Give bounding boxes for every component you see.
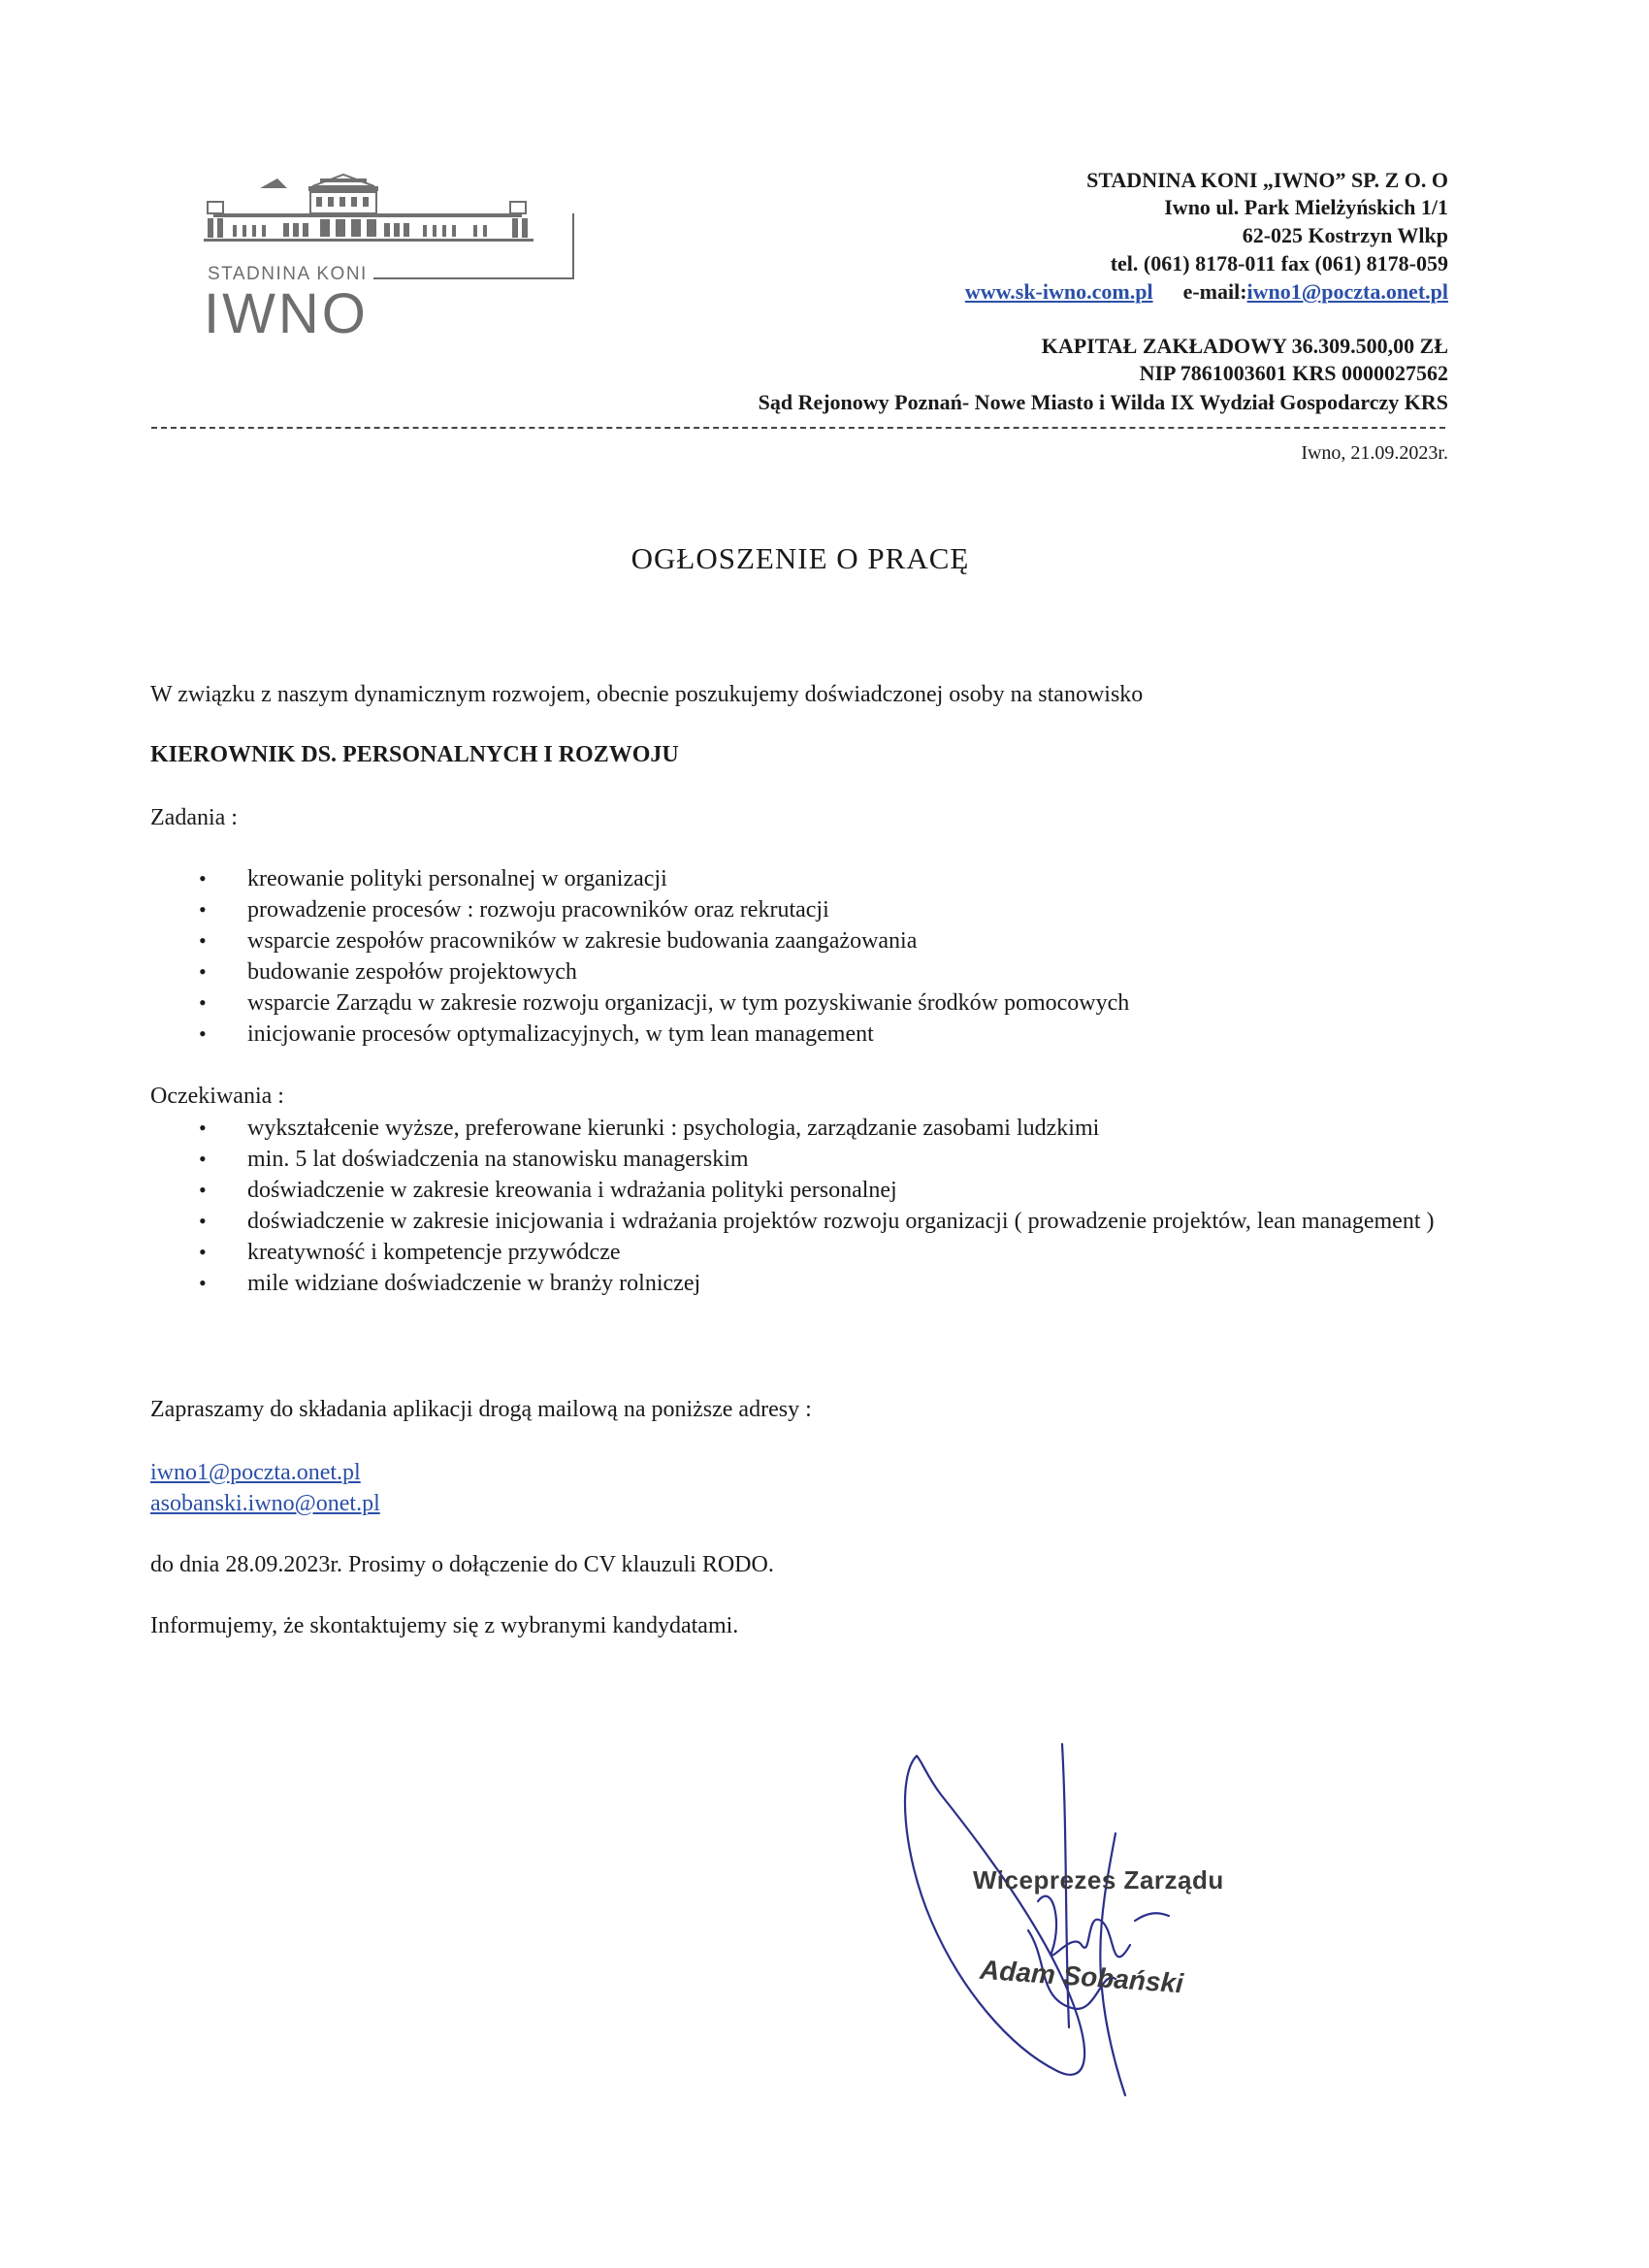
handwritten-signature bbox=[892, 1736, 1212, 2124]
contact-emails bbox=[150, 1457, 380, 1519]
list-item: • kreowanie polityki personalnej w organizacji bbox=[150, 863, 1450, 894]
expectations-label: Oczekiwania : bbox=[150, 1084, 284, 1109]
signatory-name: Adam Sobański bbox=[979, 1954, 1184, 1999]
logo-caption: STADNINA KONI bbox=[208, 264, 368, 284]
logo-wordmark: IWNO bbox=[204, 282, 369, 345]
list-item: • prowadzenie procesów : rozwoju pracowników oraz rekrutacji bbox=[150, 894, 1450, 925]
document-title: OGŁOSZENIE O PRACĘ bbox=[630, 541, 970, 575]
list-item: • wykształcenie wyższe, preferowane kierunki : psychologia, zarządzanie zasobami ludzkimi bbox=[150, 1113, 1450, 1144]
tasks-list bbox=[150, 863, 1450, 1050]
list-item: • wsparcie Zarządu w zakresie rozwoju organizacji, w tym pozyskiwanie środków pomocowych bbox=[150, 988, 1450, 1019]
header-email-link[interactable]: iwno1@poczta.onet.pl bbox=[1246, 279, 1448, 304]
invite-text: Zapraszamy do składania aplikacji drogą mailową na poniższe adresy : bbox=[150, 1397, 812, 1422]
header-divider bbox=[151, 427, 1445, 429]
company-address: Iwno ul. Park Mielżyńskich 1/1 bbox=[1164, 195, 1448, 219]
website-link[interactable]: www.sk-iwno.com.pl bbox=[964, 279, 1153, 304]
email-label: e-mail: bbox=[1182, 279, 1247, 304]
logo-vertical-rule bbox=[572, 213, 574, 279]
tasks-label: Zadania : bbox=[150, 805, 238, 830]
place-date: Iwno, 21.09.2023r. bbox=[1301, 442, 1448, 464]
signatory-role: Wiceprezes Zarządu bbox=[973, 1865, 1224, 1895]
deadline-text: do dnia 28.09.2023r. Prosimy o dołączenie do CV klauzuli RODO. bbox=[150, 1552, 774, 1577]
list-item: • doświadczenie w zakresie kreowania i wdrażania polityki personalnej bbox=[150, 1175, 1450, 1206]
list-item: • mile widziane doświadczenie w branży rolniczej bbox=[150, 1268, 1450, 1299]
company-postal: 62-025 Kostrzyn Wlkp bbox=[1242, 223, 1448, 247]
company-phone-fax: tel. (061) 8178-011 fax (061) 8178-059 bbox=[1110, 251, 1448, 275]
list-item: • min. 5 lat doświadczenia na stanowisku managerskim bbox=[150, 1144, 1450, 1175]
intro-text: W związku z naszym dynamicznym rozwojem, obecnie poszukujemy doświadczonej osoby na stanowisko bbox=[150, 682, 1144, 707]
company-logo bbox=[204, 173, 577, 347]
company-name: STADNINA KONI „IWNO” SP. Z O. O bbox=[1086, 168, 1448, 192]
share-capital: KAPITAŁ ZAKŁADOWY 36.309.500,00 ZŁ bbox=[1041, 334, 1448, 358]
list-item: • wsparcie zespołów pracowników w zakresie budowania zaangażowania bbox=[150, 925, 1450, 956]
palace-building-icon bbox=[204, 173, 534, 250]
list-item: • budowanie zespołów projektowych bbox=[150, 956, 1450, 988]
list-item: • inicjowanie procesów optymalizacyjnych, w tym lean management bbox=[150, 1019, 1450, 1050]
list-item: • kreatywność i kompetencje przywódcze bbox=[150, 1237, 1450, 1268]
registry-court: Sąd Rejonowy Poznań- Nowe Miasto i Wilda IX Wydział Gospodarczy KRS bbox=[758, 390, 1448, 414]
logo-horizontal-rule bbox=[373, 277, 574, 279]
email-link-2[interactable]: asobanski.iwno@onet.pl bbox=[150, 1491, 380, 1516]
closing-text: Informujemy, że skontaktujemy się z wybranymi kandydatami. bbox=[150, 1613, 739, 1638]
company-web-email bbox=[965, 278, 1448, 306]
list-item: • doświadczenie w zakresie inicjowania i wdrażania projektów rozwoju organizacji ( prowadzenie projektów, lean management ) bbox=[150, 1206, 1450, 1237]
email-link-1[interactable]: iwno1@poczta.onet.pl bbox=[150, 1460, 361, 1485]
expectations-list bbox=[150, 1113, 1450, 1299]
position-title: KIEROWNIK DS. PERSONALNYCH I ROZWOJU bbox=[150, 742, 679, 767]
nip-krs: NIP 7861003601 KRS 0000027562 bbox=[1139, 361, 1448, 385]
